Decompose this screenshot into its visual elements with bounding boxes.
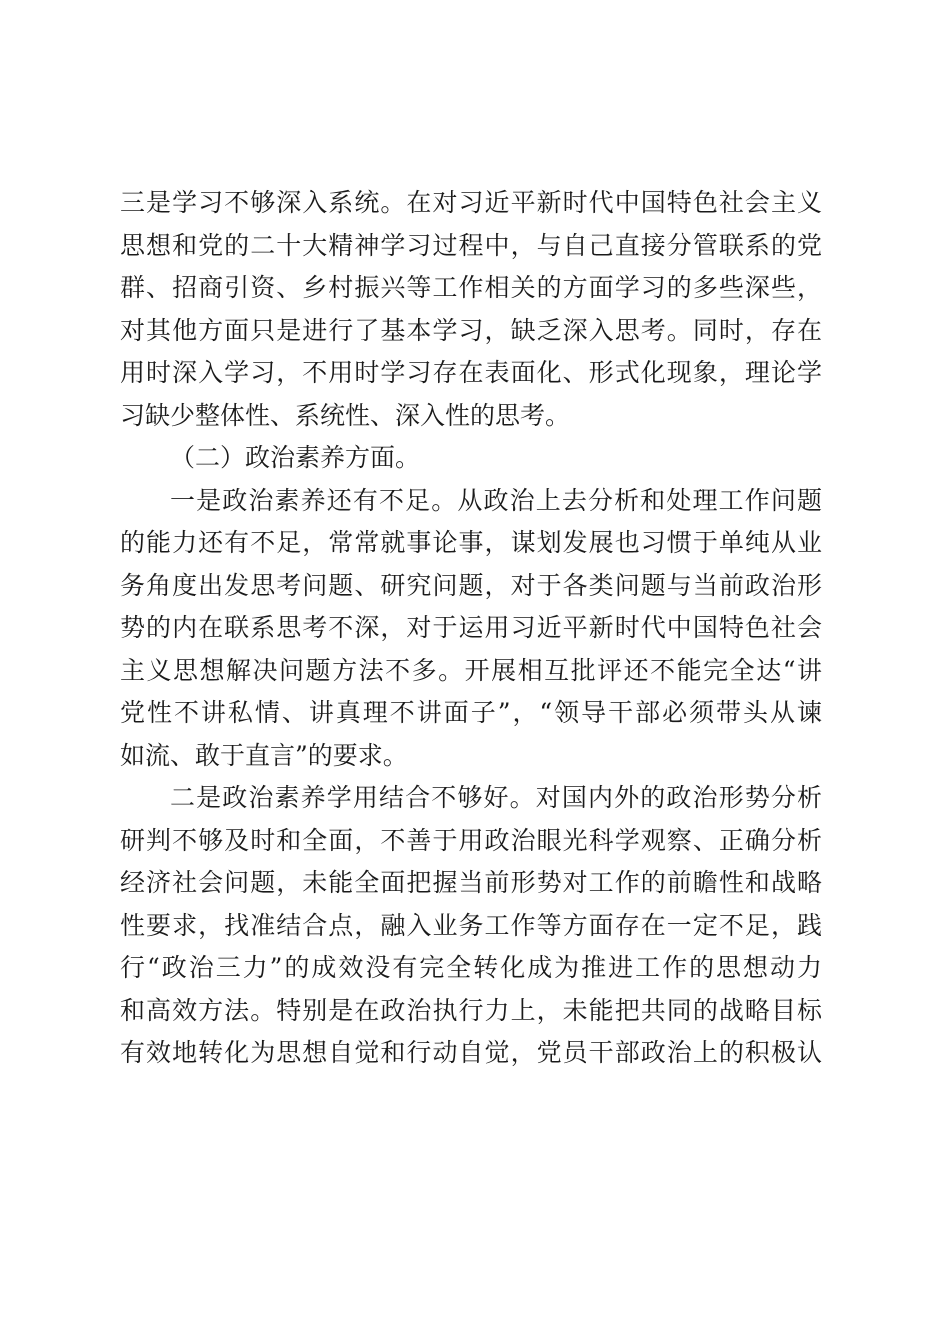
section-heading: （二）政治素养方面。 bbox=[170, 443, 421, 472]
paragraph-line: 一是政治素养还有不足。从政治上去分析和处理工作问题 bbox=[170, 485, 822, 515]
paragraph-line: 和高效方法。特别是在政治执行力上，未能把共同的战略目标 bbox=[120, 995, 822, 1025]
paragraph-political-literacy-shortfall bbox=[120, 480, 822, 778]
paragraph-line: 三是学习不够深入系统。在对习近平新时代中国特色社会主义 bbox=[120, 188, 822, 217]
paragraph-line: 党性不讲私情、讲真理不讲面子”，“领导干部必须带头从谏 bbox=[120, 698, 822, 727]
paragraph-line: 性要求，找准结合点，融入业务工作等方面存在一定不足，践 bbox=[120, 910, 822, 940]
paragraph-line: 群、招商引资、乡村振兴等工作相关的方面学习的多些深些， bbox=[120, 273, 822, 302]
paragraph-line: 研判不够及时和全面，不善于用政治眼光科学观察、正确分析 bbox=[120, 825, 822, 855]
paragraph-line: 势的内在联系思考不深，对于运用习近平新时代中国特色社会 bbox=[120, 613, 822, 642]
paragraph-line: 二是政治素养学用结合不够好。对国内外的政治形势分析 bbox=[170, 783, 822, 812]
paragraph-line: 行“政治三力”的成效没有完全转化成为推进工作的思想动力 bbox=[120, 953, 822, 982]
paragraph-line: 务角度出发思考问题、研究问题，对于各类问题与当前政治形 bbox=[120, 570, 822, 600]
paragraph-line: 用时深入学习，不用时学习存在表面化、形式化现象，理论学 bbox=[120, 358, 822, 387]
paragraph-line: 对其他方面只是进行了基本学习，缺乏深入思考。同时，存在 bbox=[120, 315, 822, 345]
paragraph-line: 有效地转化为思想自觉和行动自觉，党员干部政治上的积极认 bbox=[120, 1038, 822, 1067]
paragraph-line: 的能力还有不足，常常就事论事，谋划发展也习惯于单纯从业 bbox=[120, 528, 822, 557]
paragraph-line: 经济社会问题，未能全面把握当前形势对工作的前瞻性和战略 bbox=[120, 868, 822, 897]
paragraph-political-literacy-application bbox=[120, 777, 822, 1075]
paragraph-line: 思想和党的二十大精神学习过程中，与自己直接分管联系的党 bbox=[120, 230, 822, 260]
document-body bbox=[120, 182, 822, 1075]
paragraph-learning-depth bbox=[120, 182, 822, 437]
paragraph-line: 主义思想解决问题方法不多。开展相互批评还不能完全达“讲 bbox=[120, 655, 822, 685]
paragraph-line: 习缺少整体性、系统性、深入性的思考。 bbox=[120, 400, 571, 430]
paragraph-line: 如流、敢于直言”的要求。 bbox=[120, 740, 408, 770]
